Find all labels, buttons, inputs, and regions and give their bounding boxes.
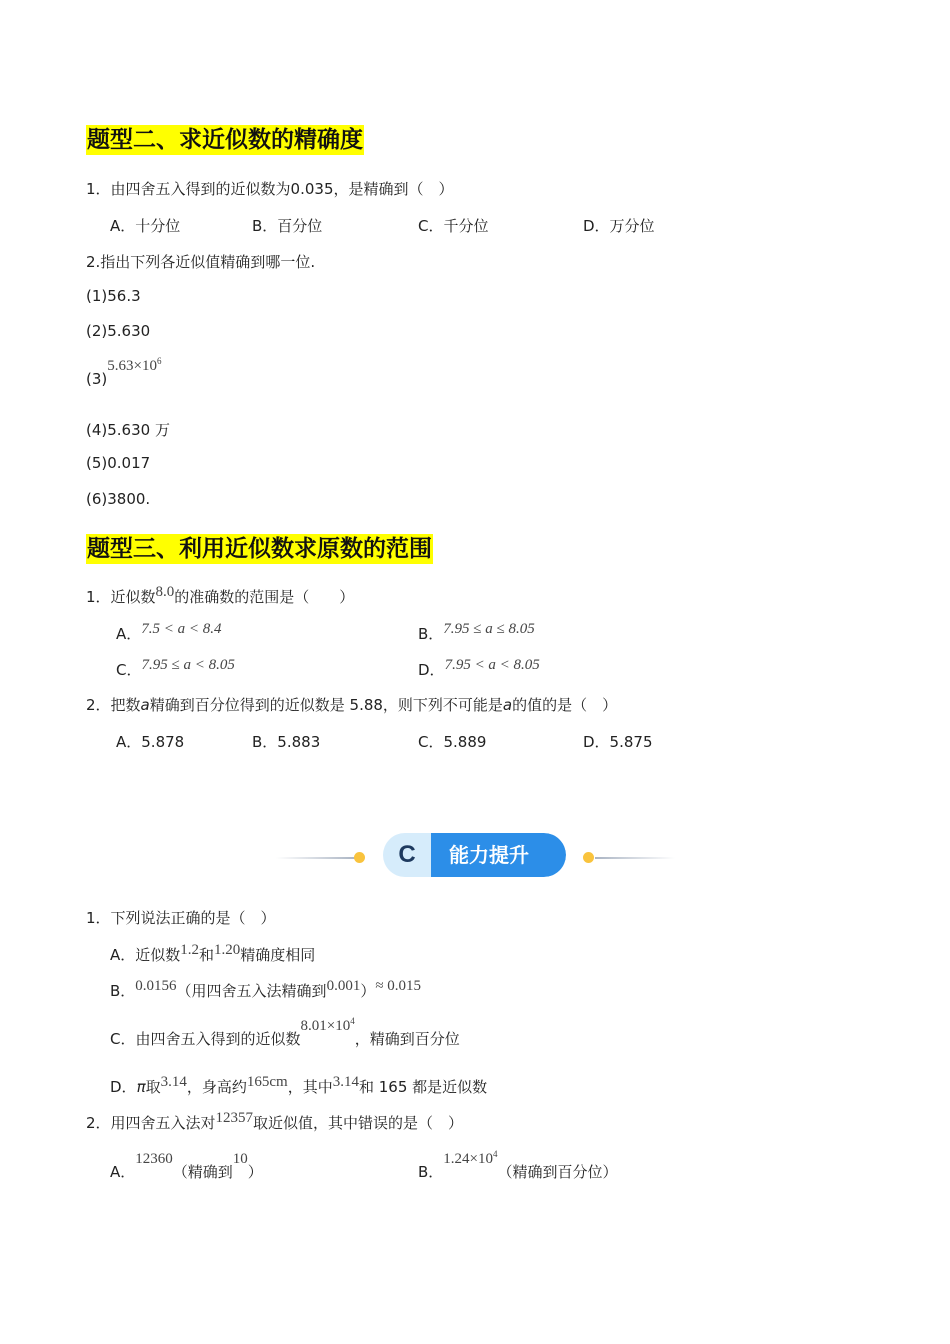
- option-a: A．十分位: [110, 217, 181, 235]
- math-expression: $5.63\times 10^6$: [107, 356, 162, 374]
- banner-letter: C: [398, 841, 416, 868]
- section-banner: [383, 833, 566, 877]
- option-d: D．5.875: [583, 733, 653, 751]
- question-stem: 1．下列说法正确的是（ ）: [86, 909, 276, 927]
- option-d: D．万分位: [583, 217, 655, 235]
- option-b: B．5.883: [252, 733, 321, 751]
- math-expression: $1.24\times 10^4$: [443, 1149, 498, 1167]
- list-item: (5)0.017: [86, 454, 151, 472]
- option-b: B．百分位: [252, 217, 323, 235]
- question-stem: 2.指出下列各近似值精确到哪一位.: [86, 253, 316, 271]
- list-item: (6)3800.: [86, 490, 151, 508]
- banner-dot-right: [583, 852, 594, 863]
- option-b: B．7.95 ≤ a ≤ 8.05: [418, 621, 535, 643]
- list-item: (4)5.630 万: [86, 421, 170, 439]
- list-item: (2)5.630: [86, 322, 151, 340]
- option-c: C．5.889: [418, 733, 487, 751]
- option-c: C．7.95 ≤ a < 8.05: [116, 657, 235, 679]
- option-c: C．千分位: [418, 217, 489, 235]
- option-a: A．12360（精确到10）: [110, 1151, 263, 1181]
- banner-label: 能力提升: [431, 833, 566, 877]
- option-c: C．由四舍五入得到的近似数$8.01\times 10^4$，精确到百分位: [110, 1016, 460, 1048]
- option-d: D．π取3.14，身高约165cm，其中3.14和 165 都是近似数: [110, 1074, 488, 1096]
- section-heading-type3: 题型三、利用近似数求原数的范围: [87, 536, 432, 562]
- banner-dot-left: [354, 852, 365, 863]
- math-expression: $8.01\times 10^4$: [300, 1016, 355, 1034]
- option-b: B．0.0156（用四舍五入法精确到0.001）≈ 0.015: [110, 978, 422, 1000]
- question-stem: 2．把数a精确到百分位得到的近似数是 5.88，则下列不可能是a的值的是（ ）: [86, 696, 618, 714]
- option-d: D．7.95 < a < 8.05: [418, 657, 540, 679]
- section-heading-type2: 题型二、求近似数的精确度: [87, 127, 363, 153]
- banner-divider-right: [595, 857, 675, 859]
- question-stem: 1．由四舍五入得到的近似数为0.035，是精确到（ ）: [86, 180, 454, 198]
- question-stem: 2．用四舍五入法对12357取近似值，其中错误的是（ ）: [86, 1110, 464, 1132]
- question-stem: 1．近似数8.0的准确数的范围是（ ）: [86, 584, 355, 606]
- option-a: A．近似数1.2和1.20精确度相同: [110, 942, 316, 964]
- option-b: B．$1.24\times 10^4$（精确到百分位）: [418, 1149, 618, 1181]
- list-item: [86, 356, 162, 389]
- option-a: A．5.878: [116, 733, 185, 751]
- list-item: (1)56.3: [86, 287, 141, 305]
- list-item-label: (3): [86, 370, 108, 388]
- banner-divider-left: [276, 857, 356, 859]
- option-a: A．7.5 < a < 8.4: [116, 621, 222, 643]
